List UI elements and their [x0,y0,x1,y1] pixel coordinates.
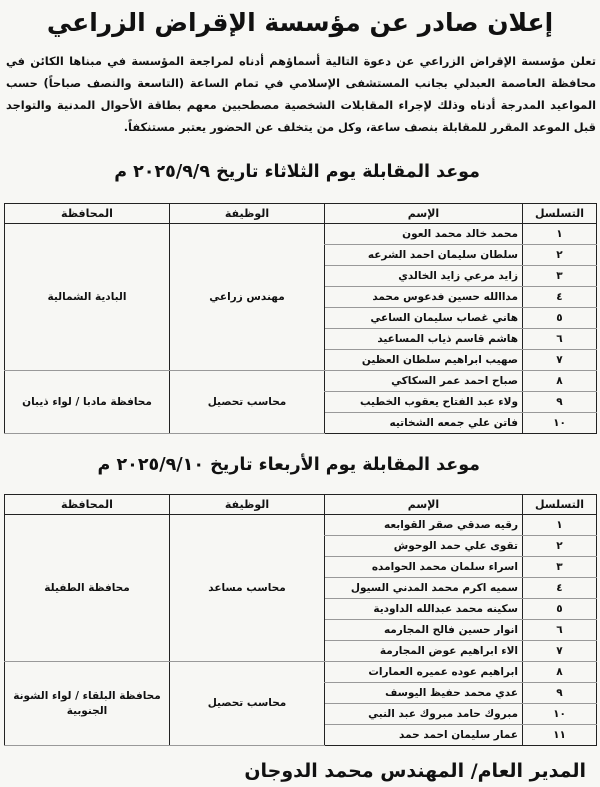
header-serial: التسلسل [523,204,597,224]
serial-cell: ١ [523,515,597,536]
name-cell: عمار سليمان احمد حمد [325,725,523,746]
governorate-cell: البادية الشمالية [5,224,170,371]
serial-cell: ٢ [523,245,597,266]
header-job: الوظيفة [170,495,325,515]
page-title: إعلان صادر عن مؤسسة الإقراض الزراعي [46,8,554,37]
serial-cell: ٧ [523,641,597,662]
job-cell: محاسب مساعد [170,515,325,662]
job-cell: محاسب تحصيل [170,662,325,746]
name-cell: ابراهيم عوده عميره العمارات [325,662,523,683]
header-job: الوظيفة [170,204,325,224]
serial-cell: ٣ [523,266,597,287]
name-cell: انوار حسين فالح المجارمه [325,620,523,641]
signature-line: المدير العام/ المهندس محمد الدوجان [244,760,586,782]
serial-cell: ٨ [523,662,597,683]
serial-cell: ١٠ [523,413,597,434]
table-row [5,662,597,683]
name-cell: فاتن علي جمعه الشخاتيه [325,413,523,434]
table-header-row [5,204,597,224]
serial-cell: ٥ [523,308,597,329]
serial-cell: ١ [523,224,597,245]
header-serial: التسلسل [523,495,597,515]
governorate-cell: محافظة الطفيلة [5,515,170,662]
serial-cell: ٣ [523,557,597,578]
name-cell: ولاء عبد الفتاح يعقوب الخطيب [325,392,523,413]
name-cell: مداالله حسين فدعوس محمد [325,287,523,308]
table-row [5,515,597,536]
header-name: الإسم [325,204,523,224]
serial-cell: ٤ [523,287,597,308]
serial-cell: ٩ [523,683,597,704]
serial-cell: ٨ [523,371,597,392]
session-1-heading: موعد المقابلة يوم الثلاثاء تاريخ ٢٠٢٥/٩/٩ م [114,162,480,182]
serial-cell: ١١ [523,725,597,746]
header-governorate: المحافظة [5,204,170,224]
session-1-table [4,203,597,434]
header-name: الإسم [325,495,523,515]
name-cell: الاء ابراهيم عوض المجارمة [325,641,523,662]
name-cell: سكينه محمد عبدالله الداودية [325,599,523,620]
name-cell: سلطان سليمان احمد الشرعه [325,245,523,266]
governorate-cell: محافظة مادبا / لواء ذيبان [5,371,170,434]
serial-cell: ٩ [523,392,597,413]
intro-paragraph: تعلن مؤسسة الإقراض الزراعي عن دعوة التالية أسماؤهم أدناه لمراجعة المؤسسة في مبناها الكائن في محافظة العاصمة العبدلي بجانب المستشفى الإسلامي في تمام الساعة (التاسعة والنصف صباحاً) حسب المواعيد المدرجة أدناه وذلك لإجراء المقابلات الشخصية مصطحبين معهم بطاقة الأحوال المدنية والتواجد قبل الموعد المقرر للمقابلة بنصف ساعة، وكل من يتخلف عن الحضور يعتبر مستنكفاً. [6,54,596,134]
serial-cell: ٥ [523,599,597,620]
table-row [5,224,597,245]
table-row [5,371,597,392]
name-cell: صباح احمد عمر السكاكي [325,371,523,392]
serial-cell: ٧ [523,350,597,371]
name-cell: اسراء سلمان محمد الحوامده [325,557,523,578]
governorate-cell: محافظة البلقاء / لواء الشونة الجنوبية [5,662,170,746]
name-cell: عدي محمد حفيظ اليوسف [325,683,523,704]
job-cell: محاسب تحصيل [170,371,325,434]
name-cell: هاني غصاب سليمان الساعي [325,308,523,329]
session-2-heading: موعد المقابلة يوم الأربعاء تاريخ ٢٠٢٥/٩/١٠ م [97,455,480,475]
table-header-row [5,495,597,515]
name-cell: تقوى علي حمد الوحوش [325,536,523,557]
session-2-table [4,494,597,746]
job-cell: مهندس زراعي [170,224,325,371]
name-cell: هاشم قاسم ذياب المساعيد [325,329,523,350]
name-cell: صهيب ابراهيم سلطان العظين [325,350,523,371]
serial-cell: ٦ [523,620,597,641]
name-cell: سميه اكرم محمد المدني السيول [325,578,523,599]
name-cell: رقيه صدقي صقر القوابعه [325,515,523,536]
serial-cell: ٦ [523,329,597,350]
name-cell: مبروك حامد مبروك عبد النبي [325,704,523,725]
name-cell: محمد خالد محمد العون [325,224,523,245]
serial-cell: ١٠ [523,704,597,725]
serial-cell: ٤ [523,578,597,599]
header-governorate: المحافظة [5,495,170,515]
name-cell: زايد مرعي زايد الخالدي [325,266,523,287]
serial-cell: ٢ [523,536,597,557]
